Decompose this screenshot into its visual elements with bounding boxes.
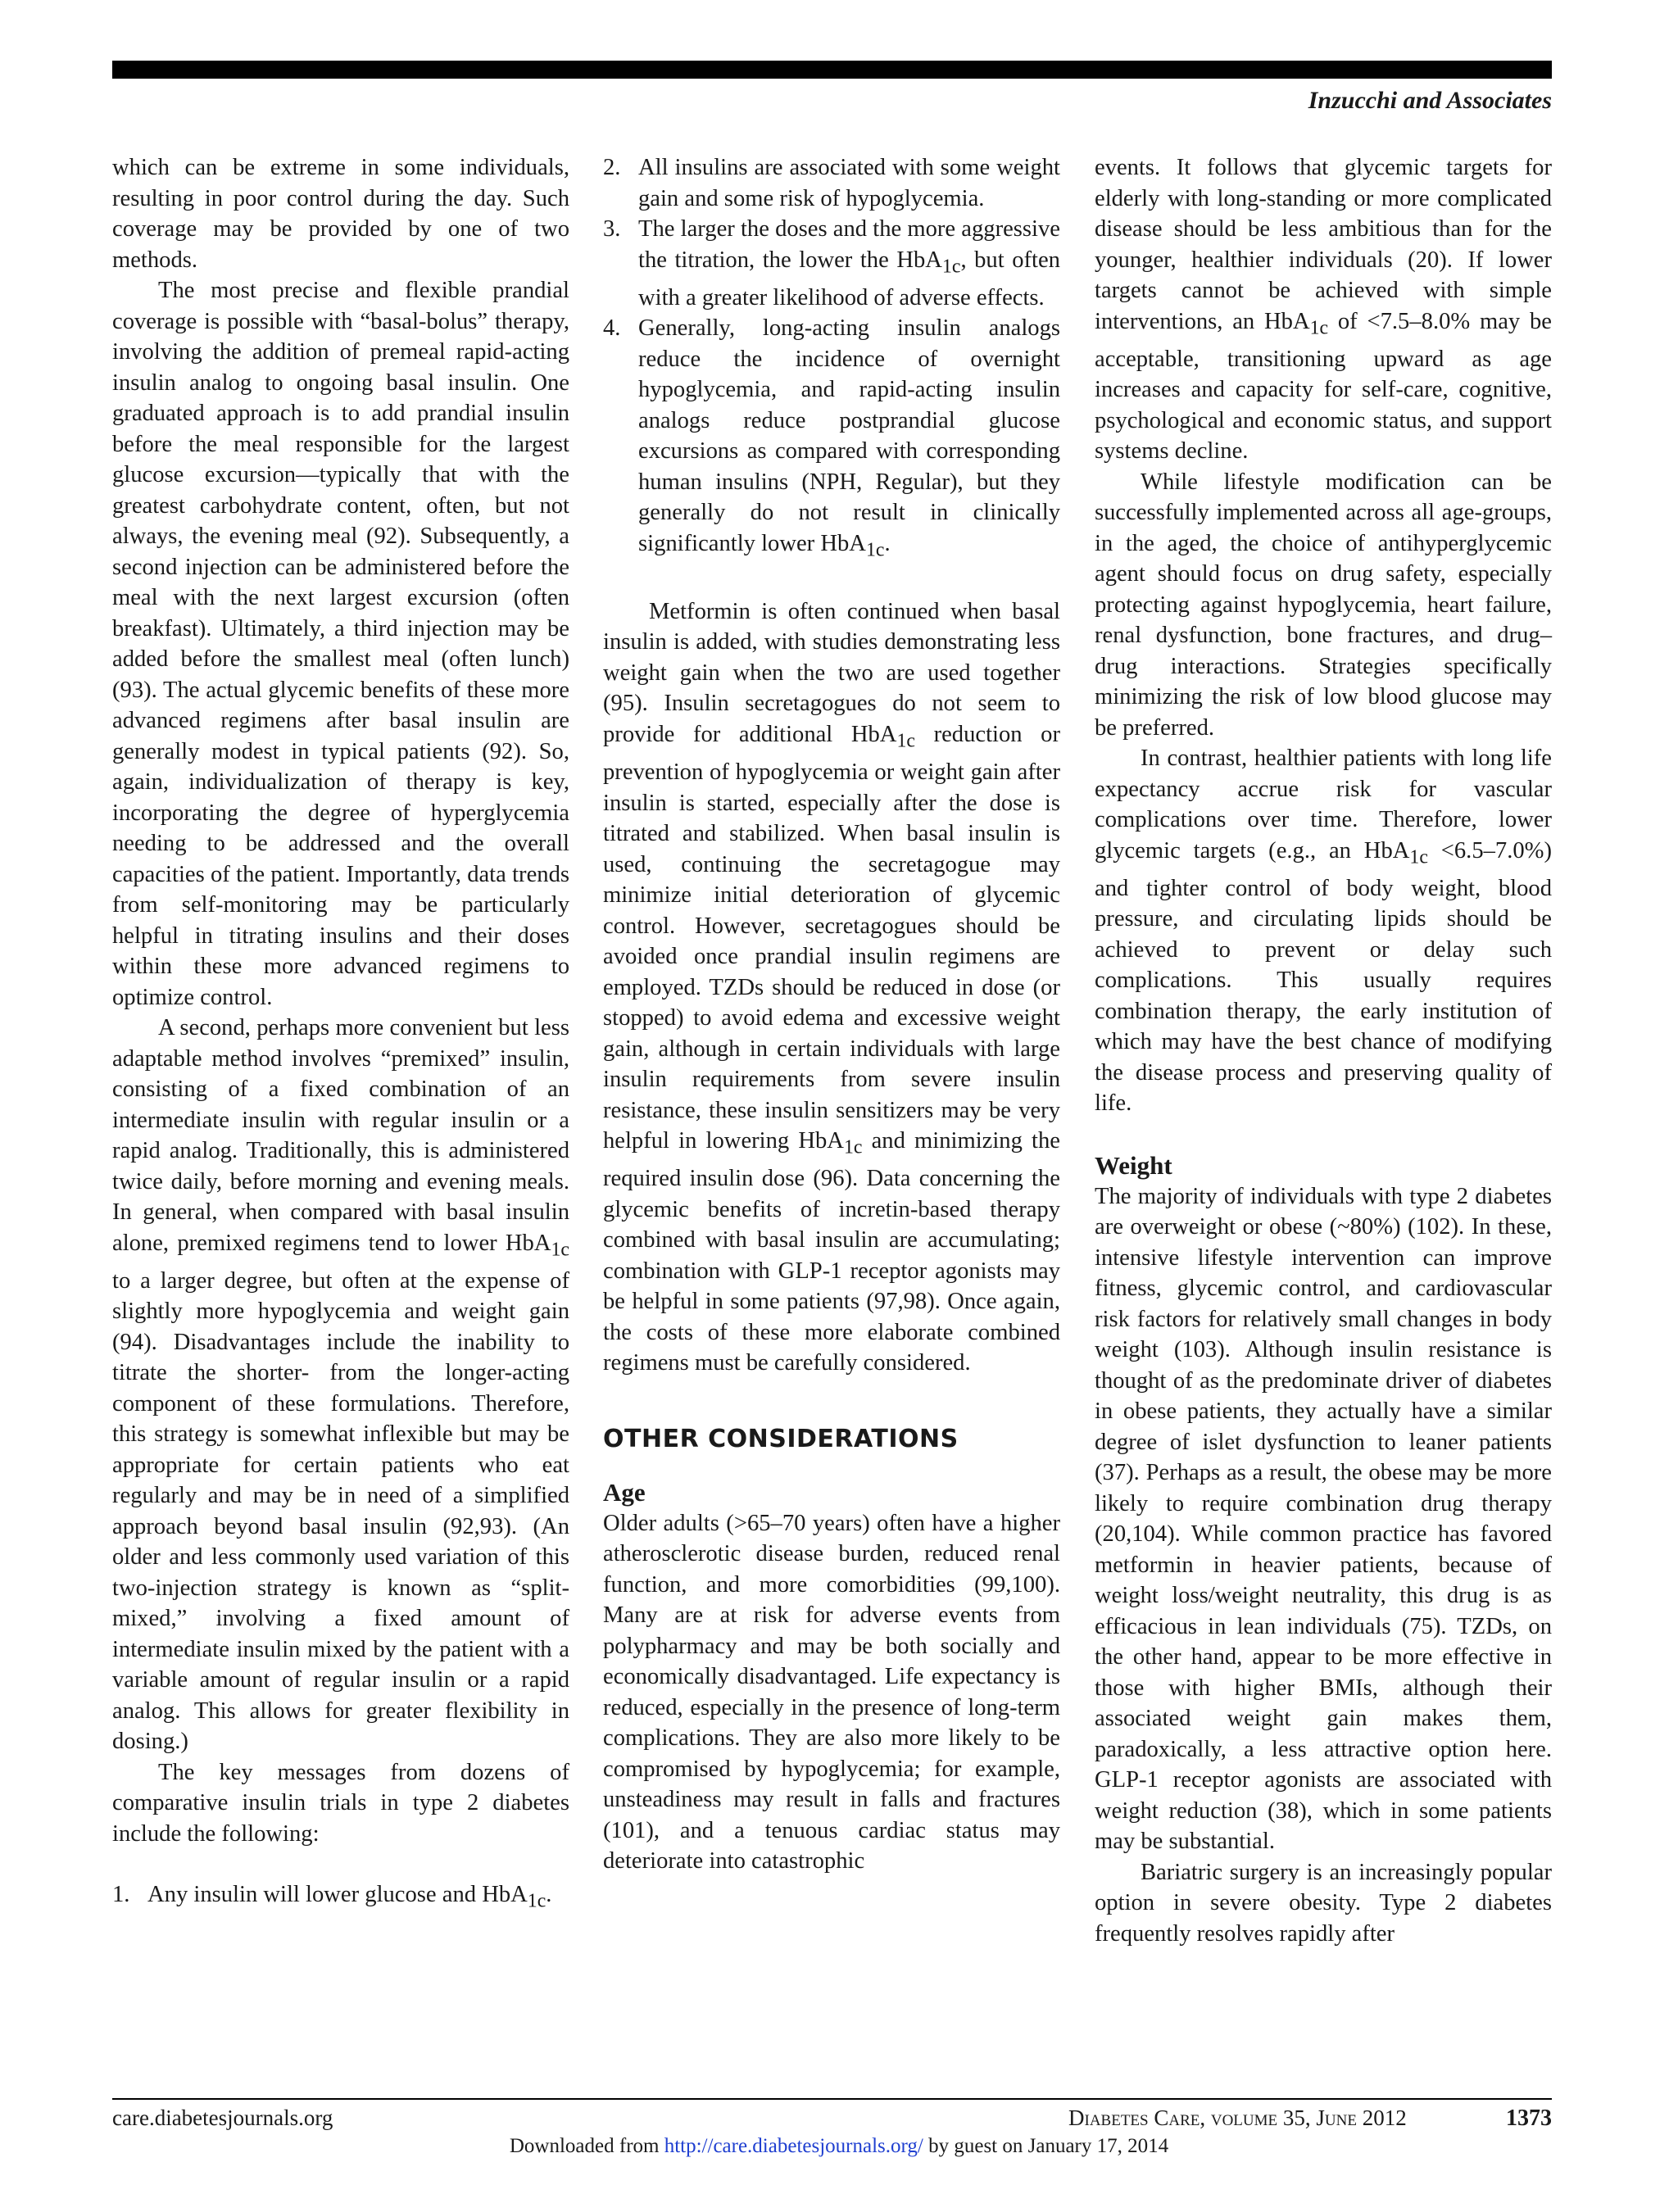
paragraph: Metformin is often continued when basal insulin is added, with studies demonstrating less weight gain when the two are used together (95). Insulin secretagogues do not seem to provide for additional HbA$_{1c}$ reduction or prevention of hypoglycemia or weight gain after insulin is started, especially after the dose is titrated and stabilized. When basal insulin is used, continuing the secretagogue may minimize initial deterioration of glycemic control. However, secretagogues should be avoided once prandial insulin regimens are employed. TZDs should be reduced in dose (or stopped) to avoid edema and excessive weight gain, although in certain individuals with large insulin requirements from severe insulin resistance, these insulin sensitizers may be very helpful in lowering HbA$_{1c}$ and minimizing the required insulin dose (96). Data concerning the glycemic benefits of incretin-based therapy combined with basal insulin are accumulating; combination with GLP-1 receptor agonists may be helpful in some patients (97,98). Once again, the costs of these more elaborate combined regimens must be carefully considered.: [603, 598, 1060, 1376]
subsection-heading: Weight: [1095, 1150, 1172, 1180]
paragraph: Bariatric surgery is an increasingly popular option in severe obesity. Type 2 diabetes frequently resolves rapidly after: [1095, 1859, 1552, 1947]
key-messages-list: [112, 1879, 569, 1917]
paragraph: The most precise and flexible prandial coverage is possible with “basal-bolus” therapy, involving the addition of premeal rapid-acting insulin analog to ongoing basal insulin. One graduated approach is to add prandial insulin before the meal responsible for the largest glucose excursion—typically that with the greatest carbohydrate content, often, but not always, the evening meal (92). Subsequently, a second injection can be administered before the meal with the next largest excursion (often breakfast). Ultimately, a third injection may be added before the smallest meal (often lunch) (93). The actual glycemic benefits of these more advanced regimens after basal insulin are generally modest in typical patients (92). So, again, individualization of therapy is key, incorporating the degree of hyperglycemia needing to be addressed and the overall capacities of the patient. Importantly, data trends from self-monitoring may be particularly helpful in titrating insulins and their doses within these more advanced regimens to optimize control.: [112, 278, 569, 1010]
footer-journal: Diabetes Care, volume 35, June 2012: [1068, 2105, 1407, 2130]
paragraph: While lifestyle modification can be successfully implemented across all age-groups, in the aged, the choice of antihyperglycemic agent should focus on drug safety, especially protecting against hypoglycemia, heart failure, renal dysfunction, bone fractures, and drug–drug interactions. Strategies specifically minimizing the risk of low blood glucose may be preferred.: [1095, 469, 1552, 741]
column-3: [1095, 152, 1552, 1949]
list-item: 1. Any insulin will lower glucose and HbA$_{1c}$.: [112, 1882, 552, 1912]
paragraph: events. It follows that glycemic targets for elderly with long-standing or more complicated disease should be less ambitious than for the younger, healthier individuals (20). If lower targets cannot be achieved with simple interventions, an HbA$_{1c}$ of <7.5–8.0% may be acceptable, transitioning upward as age increases and capacity for self-care, cognitive, psychological and economic status, and support systems decline.: [1095, 155, 1552, 465]
footer-rule: [112, 2098, 1552, 2100]
paragraph: A second, perhaps more convenient but less adaptable method involves “premixed” insulin, consisting of a fixed combination of an intermediate insulin with regular insulin or a rapid analog. Traditionally, this is administered twice daily, before morning and evening meals. In general, when compared with basal insulin alone, premixed regimens tend to lower HbA$_{1c}$ to a larger degree, but often at the expense of slightly more hypoglycemia and weight gain (94). Disadvantages include the inability to titrate the shorter- from the longer-acting component of these formulations. Therefore, this strategy is somewhat inflexible but may be appropriate for certain patients who eat regularly and may be in need of a simplified approach beyond basal insulin (92,93). (An older and less commonly used variation of this two-injection strategy is known as “split-mixed,” involving a fixed amount of intermediate insulin mixed by the patient with a variable amount of regular insulin or a rapid analog. This allows for greater flexibility in dosing.): [112, 1015, 569, 1755]
section-heading: OTHER CONSIDERATIONS: [603, 1424, 959, 1453]
paragraph: The key messages from dozens of comparative insulin trials in type 2 diabetes include the following:: [112, 1759, 569, 1847]
paragraph: The majority of individuals with type 2 diabetes are overweight or obese (~80%) (102). In these, intensive lifestyle intervention can improve fitness, glycemic control, and cardiovascular risk factors for relatively small changes in body weight (103). Although insulin resistance is thought of as the predominate driver of diabetes in obese patients, they actually have a similar degree of islet dysfunction to leaner patients (37). Perhaps as a result, the obese may be more likely to require combination drug therapy (20,104). While common practice has favored metformin in heavier patients, because of weight loss/weight neutrality, this drug is as efficacious in lean individuals (75). TZDs, on the other hand, appear to be more effective in those with higher BMIs, although their associated weight gain makes them, paradoxically, a less attractive option here. GLP-1 receptor agonists are associated with weight reduction (38), which in some patients may be substantial.: [1095, 1183, 1552, 1855]
page-number: 1373: [1506, 2105, 1552, 2131]
list-item: 3. The larger the doses and the more aggressive the titration, the lower the HbA$_{1c}$, but often with a greater likelihood of adverse effects.: [603, 216, 1060, 310]
download-notice: Downloaded from http://care.diabetesjournals.org/ by guest on January 17, 2014: [509, 2135, 1169, 2157]
list-item: 2. All insulins are associated with some weight gain and some risk of hypoglycemia.: [603, 155, 1060, 211]
footer-website: care.diabetesjournals.org: [112, 2105, 333, 2130]
running-head: Inzucchi and Associates: [1308, 87, 1552, 114]
key-messages-list-continued: [603, 152, 1060, 566]
paragraph: Older adults (>65–70 years) often have a higher atherosclerotic disease burden, reduced renal function, and more comorbidities (99,100). Many are at risk for adverse events from polypharmacy and may be both socially and economically disadvantaged. Life expectancy is reduced, especially in the presence of long-term complications. They are also more likely to be compromised by hypoglycemia; for example, unsteadiness may result in falls and fractures (101), and a tenuous cardiac status may deteriorate into catastrophic: [603, 1510, 1060, 1874]
list-item: 4. Generally, long-acting insulin analogs reduce the incidence of overnight hypoglycemia, and rapid-acting insulin analogs reduce postprandial glucose excursions as compared with corresponding human insulins (NPH, Regular), but they generally do not result in clinically significantly lower HbA$_{1c}$.: [603, 315, 1060, 561]
column-1: [112, 152, 569, 1917]
subsection-heading: Age: [603, 1477, 646, 1507]
header-rule: [112, 61, 1552, 79]
paragraph: which can be extreme in some individuals, resulting in poor control during the day. Such coverage may be provided by one of two methods.: [112, 155, 569, 273]
paragraph: In contrast, healthier patients with long life expectancy accrue risk for vascular complications over time. Therefore, lower glycemic targets (e.g., an HbA$_{1c}$ <6.5–7.0%) and tighter control of body weight, blood pressure, and circulating lipids should be achieved to prevent or delay such complications. This usually requires combination therapy, the early institution of which may have the best chance of modifying the disease process and preserving quality of life.: [1095, 746, 1552, 1117]
download-link[interactable]: http://care.diabetesjournals.org/: [664, 2135, 923, 2157]
column-2: [603, 152, 1060, 1877]
